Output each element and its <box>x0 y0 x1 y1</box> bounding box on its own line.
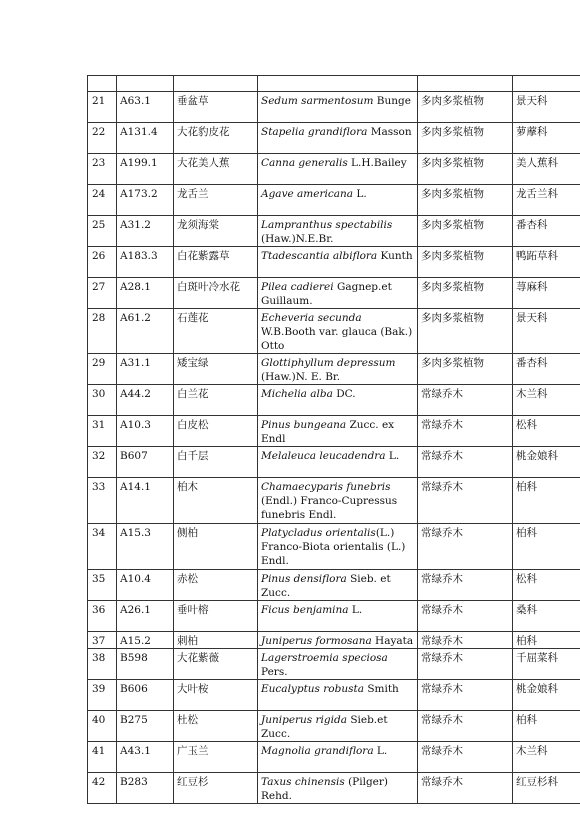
latin-genus-species: Taxus chinensis <box>261 776 345 788</box>
row-code: A63.1 <box>117 92 174 123</box>
table-row <box>88 154 580 185</box>
latin-genus-species: Chamaecyparis funebris <box>261 481 391 493</box>
row-latin-name <box>258 123 418 154</box>
row-family: 萝藦科 <box>513 123 580 154</box>
row-chinese-name: 侧柏 <box>174 524 258 570</box>
row-chinese-name: 白千层 <box>174 447 258 478</box>
latin-genus-species: Sedum sarmentosum <box>261 95 374 107</box>
row-latin-name <box>258 680 418 711</box>
row-plant-type: 多肉多浆植物 <box>418 309 513 354</box>
row-number: 29 <box>88 354 117 385</box>
row-number: 38 <box>88 649 117 680</box>
table-row <box>88 278 580 309</box>
row-latin-name <box>258 773 418 804</box>
latin-genus-species: Lampranthus spectabilis <box>261 219 393 231</box>
latin-authority: Sieb.et Zucc. <box>261 714 388 740</box>
row-latin-name <box>258 601 418 632</box>
row-number: 28 <box>88 309 117 354</box>
table-row <box>88 185 580 216</box>
table-row <box>88 447 580 478</box>
row-chinese-name: 龙须海棠 <box>174 216 258 247</box>
row-code: A44.2 <box>117 385 174 416</box>
latin-genus-species: Pinus densiflora <box>261 573 347 585</box>
row-chinese-name: 大叶桉 <box>174 680 258 711</box>
row-family: 景天科 <box>513 92 580 123</box>
header-cell <box>258 76 418 92</box>
latin-genus-species: Juniperus rigida <box>261 714 347 726</box>
row-family: 木兰科 <box>513 742 580 773</box>
row-family: 柏科 <box>513 632 580 649</box>
row-latin-name <box>258 278 418 309</box>
latin-authority: W.B.Booth var. glauca (Bak.) Otto <box>261 326 413 352</box>
row-plant-type: 多肉多浆植物 <box>418 185 513 216</box>
latin-authority: (Pilger) Rehd. <box>261 776 389 802</box>
header-cell <box>174 76 258 92</box>
latin-authority: DC. <box>332 388 356 400</box>
row-family: 荨麻科 <box>513 278 580 309</box>
latin-authority: Sieb. et Zucc. <box>261 573 391 599</box>
row-chinese-name: 赤松 <box>174 570 258 601</box>
latin-authority: (Haw.)N. E. Br. <box>261 371 341 383</box>
row-chinese-name: 大花美人蕉 <box>174 154 258 185</box>
row-number: 36 <box>88 601 117 632</box>
latin-authority: Kunth <box>377 250 413 262</box>
row-latin-name <box>258 385 418 416</box>
row-plant-type: 常绿乔木 <box>418 385 513 416</box>
row-number: 37 <box>88 632 117 649</box>
row-chinese-name: 矮宝绿 <box>174 354 258 385</box>
latin-authority: Bunge <box>373 95 411 107</box>
latin-genus-species: Melaleuca leucadendra <box>261 450 386 462</box>
row-plant-type: 常绿乔木 <box>418 416 513 447</box>
row-family: 柏科 <box>513 524 580 570</box>
latin-authority: (Endl.) Franco-Cupressus funebris Endl. <box>261 495 398 521</box>
latin-authority: Smith <box>363 683 399 695</box>
plant-table-body <box>88 76 580 804</box>
latin-genus-species: Michelia alba <box>261 388 333 400</box>
row-latin-name <box>258 309 418 354</box>
row-latin-name <box>258 216 418 247</box>
table-row <box>88 247 580 278</box>
table-row <box>88 773 580 804</box>
row-code: A199.1 <box>117 154 174 185</box>
row-code: B607 <box>117 447 174 478</box>
table-row <box>88 632 580 649</box>
row-number: 39 <box>88 680 117 711</box>
row-code: A183.3 <box>117 247 174 278</box>
latin-genus-species: Juniperus formosana <box>261 635 372 647</box>
row-number: 40 <box>88 711 117 742</box>
row-latin-name <box>258 416 418 447</box>
row-latin-name <box>258 524 418 570</box>
latin-authority: Pers. <box>261 666 288 678</box>
row-chinese-name: 白皮松 <box>174 416 258 447</box>
row-chinese-name: 杜松 <box>174 711 258 742</box>
table-row <box>88 742 580 773</box>
row-family: 桑科 <box>513 601 580 632</box>
row-code: A14.1 <box>117 478 174 524</box>
table-row <box>88 385 580 416</box>
latin-genus-species: Ttadescantia albiflora <box>261 250 378 262</box>
header-cell <box>117 76 174 92</box>
row-number: 21 <box>88 92 117 123</box>
row-code: A26.1 <box>117 601 174 632</box>
row-plant-type: 多肉多浆植物 <box>418 354 513 385</box>
row-latin-name <box>258 632 418 649</box>
row-latin-name <box>258 247 418 278</box>
row-plant-type: 常绿乔木 <box>418 742 513 773</box>
row-plant-type: 多肉多浆植物 <box>418 247 513 278</box>
row-family: 鸭跖草科 <box>513 247 580 278</box>
row-number: 32 <box>88 447 117 478</box>
row-family: 番杏科 <box>513 216 580 247</box>
row-family: 景天科 <box>513 309 580 354</box>
header-cell <box>418 76 513 92</box>
row-family: 红豆杉科 <box>513 773 580 804</box>
latin-genus-species: Agave americana <box>261 188 354 200</box>
row-plant-type: 常绿乔木 <box>418 601 513 632</box>
table-row <box>88 711 580 742</box>
latin-authority: L.H.Bailey <box>347 157 407 169</box>
row-chinese-name: 广玉兰 <box>174 742 258 773</box>
table-row <box>88 354 580 385</box>
table-row <box>88 649 580 680</box>
row-family: 柏科 <box>513 478 580 524</box>
row-latin-name <box>258 742 418 773</box>
latin-authority: L. <box>348 604 363 616</box>
row-plant-type: 常绿乔木 <box>418 773 513 804</box>
latin-genus-species: Platycladus orientalis <box>261 527 376 539</box>
plant-table <box>87 75 580 804</box>
header-cell <box>513 76 580 92</box>
row-plant-type: 常绿乔木 <box>418 711 513 742</box>
row-plant-type: 常绿乔木 <box>418 680 513 711</box>
row-plant-type: 常绿乔木 <box>418 632 513 649</box>
row-latin-name <box>258 711 418 742</box>
row-number: 23 <box>88 154 117 185</box>
row-number: 24 <box>88 185 117 216</box>
row-code: A61.2 <box>117 309 174 354</box>
latin-authority: L. <box>353 188 367 200</box>
row-code: B283 <box>117 773 174 804</box>
row-chinese-name: 大花豹皮花 <box>174 123 258 154</box>
latin-genus-species: Pilea cadierei <box>261 281 334 293</box>
latin-authority: Masson <box>367 126 412 138</box>
row-latin-name <box>258 649 418 680</box>
row-number: 34 <box>88 524 117 570</box>
row-plant-type: 常绿乔木 <box>418 649 513 680</box>
row-family: 桃金娘科 <box>513 680 580 711</box>
latin-authority: Hayata <box>371 635 414 647</box>
latin-authority: L. <box>385 450 400 462</box>
row-chinese-name: 龙舌兰 <box>174 185 258 216</box>
row-latin-name <box>258 92 418 123</box>
row-family: 番杏科 <box>513 354 580 385</box>
row-number: 31 <box>88 416 117 447</box>
row-family: 柏科 <box>513 711 580 742</box>
row-plant-type: 常绿乔木 <box>418 478 513 524</box>
row-chinese-name: 白花紫露草 <box>174 247 258 278</box>
latin-authority: L. <box>373 745 388 757</box>
table-row <box>88 416 580 447</box>
row-chinese-name: 柏木 <box>174 478 258 524</box>
row-code: A15.3 <box>117 524 174 570</box>
row-plant-type: 多肉多浆植物 <box>418 154 513 185</box>
latin-genus-species: Ficus benjamina <box>261 604 349 616</box>
header-cell <box>88 76 117 92</box>
table-row <box>88 570 580 601</box>
latin-genus-species: Magnolia grandiflora <box>261 745 374 757</box>
table-row <box>88 601 580 632</box>
table-row <box>88 92 580 123</box>
row-family: 松科 <box>513 570 580 601</box>
latin-genus-species: Pinus bungeana <box>261 419 347 431</box>
row-code: A10.4 <box>117 570 174 601</box>
row-plant-type: 多肉多浆植物 <box>418 123 513 154</box>
row-plant-type: 多肉多浆植物 <box>418 278 513 309</box>
row-latin-name <box>258 354 418 385</box>
row-latin-name <box>258 478 418 524</box>
row-family: 松科 <box>513 416 580 447</box>
row-chinese-name: 刺柏 <box>174 632 258 649</box>
row-code: A131.4 <box>117 123 174 154</box>
row-chinese-name: 垂叶榕 <box>174 601 258 632</box>
row-code: A28.1 <box>117 278 174 309</box>
latin-genus-species: Glottiphyllum depressum <box>261 357 396 369</box>
latin-genus-species: Canna generalis <box>261 157 348 169</box>
row-code: A43.1 <box>117 742 174 773</box>
row-code: A15.2 <box>117 632 174 649</box>
latin-authority: Zucc. ex Endl <box>261 419 395 445</box>
row-code: A10.3 <box>117 416 174 447</box>
row-plant-type: 常绿乔木 <box>418 524 513 570</box>
row-number: 35 <box>88 570 117 601</box>
latin-genus-species: Eucalyptus robusta <box>261 683 364 695</box>
row-family: 桃金娘科 <box>513 447 580 478</box>
latin-genus-species: Echeveria secunda <box>261 312 362 324</box>
row-number: 41 <box>88 742 117 773</box>
row-chinese-name: 石莲花 <box>174 309 258 354</box>
row-code: B606 <box>117 680 174 711</box>
row-chinese-name: 大花紫薇 <box>174 649 258 680</box>
latin-genus-species: Lagerstroemia speciosa <box>261 652 388 664</box>
row-number: 27 <box>88 278 117 309</box>
row-latin-name <box>258 154 418 185</box>
table-row <box>88 309 580 354</box>
latin-authority: Gagnep.et Guillaum. <box>261 281 392 307</box>
row-plant-type: 常绿乔木 <box>418 570 513 601</box>
row-plant-type: 常绿乔木 <box>418 447 513 478</box>
row-number: 25 <box>88 216 117 247</box>
latin-genus-species: Stapelia grandiflora <box>261 126 368 138</box>
latin-authority: (L.) Franco-Biota orientalis (L.) Endl. <box>261 527 406 567</box>
row-code: A31.2 <box>117 216 174 247</box>
table-row <box>88 524 580 570</box>
row-family: 美人蕉科 <box>513 154 580 185</box>
row-code: A31.1 <box>117 354 174 385</box>
table-row <box>88 478 580 524</box>
row-family: 木兰科 <box>513 385 580 416</box>
row-plant-type: 多肉多浆植物 <box>418 92 513 123</box>
row-number: 42 <box>88 773 117 804</box>
row-code: B598 <box>117 649 174 680</box>
table-row <box>88 123 580 154</box>
row-latin-name <box>258 570 418 601</box>
row-number: 30 <box>88 385 117 416</box>
row-chinese-name: 垂盆草 <box>174 92 258 123</box>
table-row <box>88 680 580 711</box>
row-chinese-name: 红豆杉 <box>174 773 258 804</box>
latin-authority: (Haw.)N.E.Br. <box>261 233 334 245</box>
row-chinese-name: 白斑叶冷水花 <box>174 278 258 309</box>
row-chinese-name: 白兰花 <box>174 385 258 416</box>
row-number: 22 <box>88 123 117 154</box>
row-number: 26 <box>88 247 117 278</box>
row-number: 33 <box>88 478 117 524</box>
row-latin-name <box>258 185 418 216</box>
row-family: 龙舌兰科 <box>513 185 580 216</box>
row-code: A173.2 <box>117 185 174 216</box>
row-plant-type: 多肉多浆植物 <box>418 216 513 247</box>
table-row <box>88 216 580 247</box>
table-header-row <box>88 76 580 92</box>
row-code: B275 <box>117 711 174 742</box>
row-latin-name <box>258 447 418 478</box>
row-family: 千屈菜科 <box>513 649 580 680</box>
